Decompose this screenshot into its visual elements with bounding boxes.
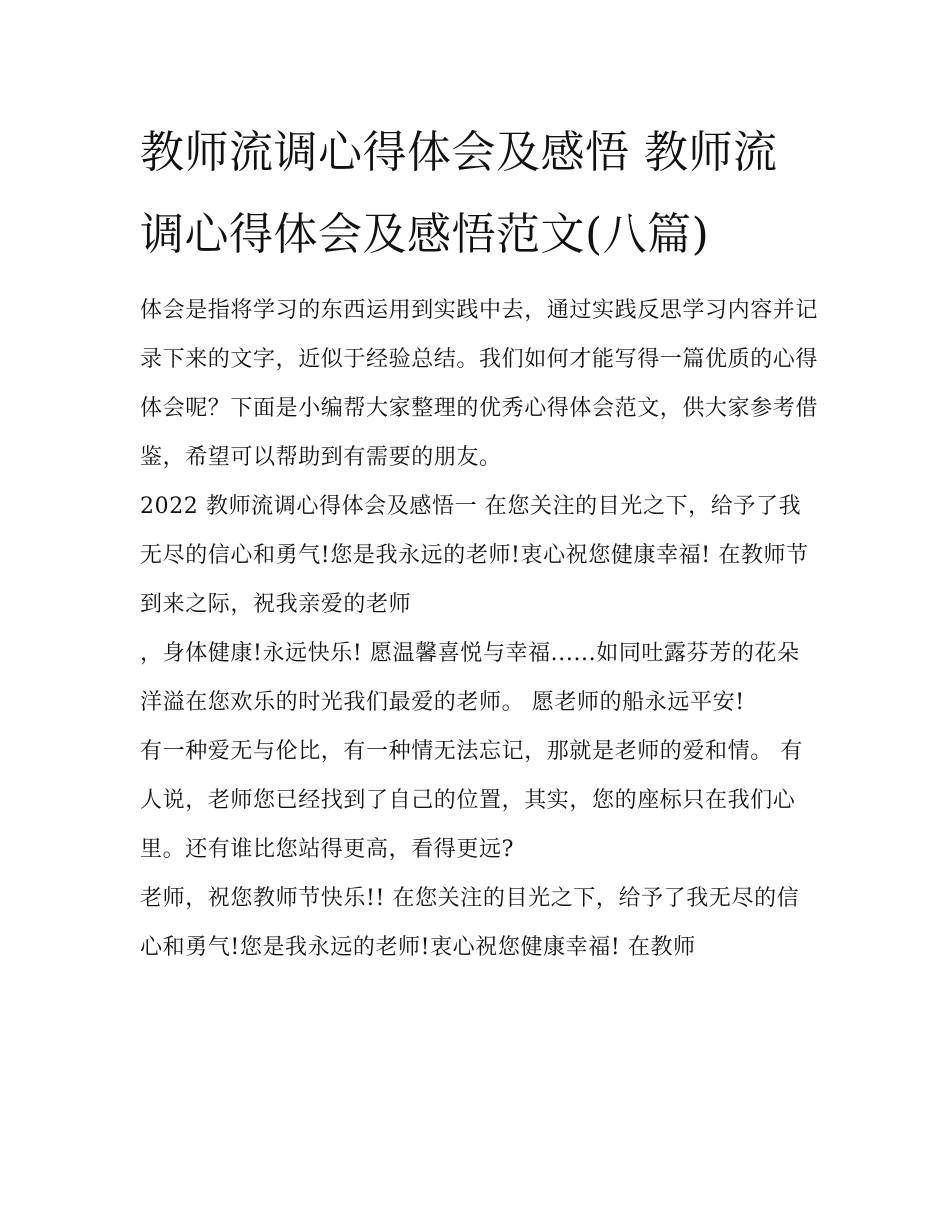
body-paragraph-1: 2022 教师流调心得体会及感悟一 在您关注的目光之下，给予了我无尽的信心和勇气!您是我永远的老师!衷心祝您健康幸福! 在教师节到来之际，祝我亲爱的老师 [140,494,809,617]
document-title: 教师流调心得体会及感悟 教师流调心得体会及感悟范文(八篇) [140,127,778,260]
body-paragraph-3: 有一种爱无与伦比，有一种情无法忘记，那就是老师的爱和情。 有人说，老师您已经找到了自己的位置，其实，您的座标只在我们心里。还有谁比您站得更高，看得更远? [140,739,803,862]
document-page [140,112,818,972]
body-paragraph-4: 老师，祝您教师节快乐!! 在您关注的目光之下，给予了我无尽的信心和勇气!您是我永远的老师!衷心祝您健康幸福! 在教师 [140,886,800,960]
intro-paragraph: 体会是指将学习的东西运用到实践中去，通过实践反思学习内容并记录下来的文字，近似于经验总结。我们如何才能写得一篇优质的心得体会呢？下面是小编帮大家整理的优秀心得体会范文，供大家参考借鉴，希望可以帮助到有需要的朋友。 [140,298,819,470]
body-paragraph-2: ，身体健康!永远快乐! 愿温馨喜悦与幸福......如同吐露芬芳的花朵洋溢在您欢乐的时光我们最爱的老师。 愿老师的船永远平安! [140,641,800,715]
